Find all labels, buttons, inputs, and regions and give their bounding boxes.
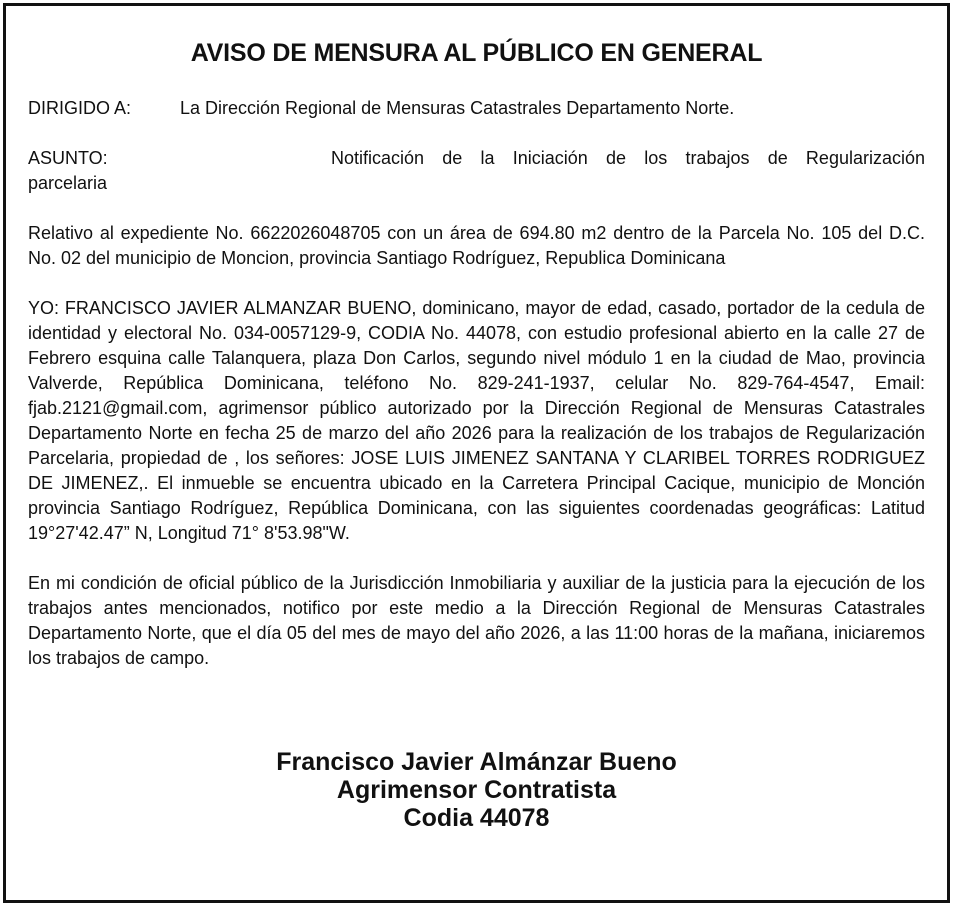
signer-codia: Codia 44078 (403, 804, 550, 832)
addressee-value: La Dirección Regional de Mensuras Catastrales Departamento Norte. (180, 98, 735, 118)
subject-row (28, 146, 925, 171)
subject-block (28, 146, 925, 196)
subject-value: Notificación de la Iniciación de los trabajos de Regularización (331, 148, 925, 168)
addressee-label: DIRIGIDO A: (28, 98, 132, 118)
signer-role: Agrimensor Contratista (336, 776, 617, 804)
subject-value-continued: parcelaria (28, 173, 108, 193)
addressee-row (28, 96, 925, 121)
notice-title: AVISO DE MENSURA AL PÚBLICO EN GENERAL (190, 39, 763, 67)
notice-border (3, 3, 950, 903)
signer-name: Francisco Javier Almánzar Bueno (276, 748, 677, 776)
notice-body (28, 96, 925, 671)
subject-label: ASUNTO: (28, 148, 108, 168)
signature-block (6, 748, 947, 832)
file-reference-paragraph: Relativo al expediente No. 6622026048705 con un área de 694.80 m2 dentro de la Parcela No. 105 del D.C. No. 02 del municipio de Moncion, provincia Santiago Rodríguez, Republica Dominicana (28, 223, 925, 268)
notification-paragraph: En mi condición de oficial público de la Jurisdicción Inmobiliaria y auxiliar de la justicia para la ejecución de los trabajos antes mencionados, notifico por este medio a la Dirección Regional de Mensuras Catastrales Departamento Norte, que el día 05 del mes de mayo del año 2026, a las 11:00 horas de la mañana, iniciaremos los trabajos de campo. (28, 573, 925, 668)
surveyor-statement-paragraph: YO: FRANCISCO JAVIER ALMANZAR BUENO, dominicano, mayor de edad, casado, portador de la cedula de identidad y electoral No. 034-0057129-9, CODIA No. 44078, con estudio profesional abierto en la calle 27 de Febrero esquina calle Talanquera, plaza Don Carlos, segundo nivel módulo 1 en la ciudad de Mao, provincia Valverde, República Dominicana, teléfono No. 829-241-1937, celular No. 829-764-4547, Email: fjab.2121@gmail.com, agrimensor público autorizado por la Dirección Regional de Mensuras Catastrales Departamento Norte en fecha 25 de marzo del año 2026 para la realización de los trabajos de Regularización Parcelaria, propiedad de , los señores: JOSE LUIS JIMENEZ SANTANA Y CLARIBEL TORRES RODRIGUEZ DE JIMENEZ,. El inmueble se encuentra ubicado en la Carretera Principal Cacique, municipio de Monción provincia Santiago Rodríguez, República Dominicana, con las siguientes coordenadas geográficas: Latitud 19°27'42.47” N, Longitud 71° 8'53.98"W. (28, 298, 925, 543)
